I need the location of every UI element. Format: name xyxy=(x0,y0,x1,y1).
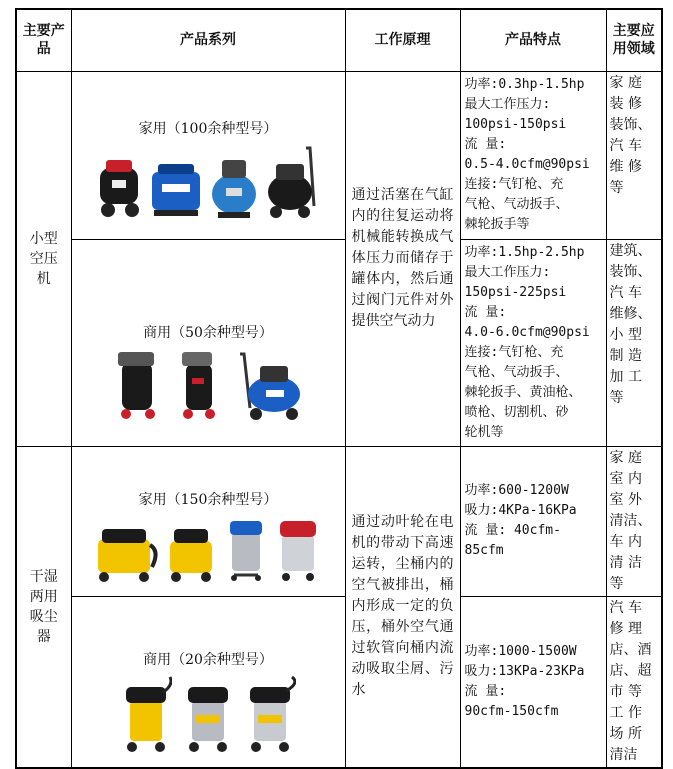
principle-wet-dry-vacuum: 通过动叶轮在电机的带动下高速运转，尘桶内的空气被排出，桶内形成一定的负压，桶外空气通过软管向桶内流动吸取尘屑、污水 xyxy=(345,446,460,768)
feature-line: 流 量: xyxy=(464,136,507,152)
compressor-image xyxy=(208,154,260,220)
feature-line: 气枪、气动扳手、 xyxy=(464,196,569,212)
compressor-image xyxy=(232,348,304,420)
compressor-image xyxy=(94,156,144,220)
product-images xyxy=(72,675,345,753)
features-cell xyxy=(460,596,606,768)
product-images xyxy=(72,348,345,420)
vacuum-image xyxy=(94,521,158,583)
series-label: 家用（100余种型号） xyxy=(138,121,278,137)
application-line: 家 庭 xyxy=(609,449,642,466)
feature-line: 功率:1000-1500W xyxy=(464,643,577,659)
series-cell xyxy=(71,71,345,239)
application-line: 车 内 xyxy=(609,533,642,550)
series-label: 商用（50余种型号） xyxy=(143,324,273,341)
application-line: 装饰、 xyxy=(609,263,652,280)
feature-line: 100psi-150psi xyxy=(464,116,567,132)
application-line: 店、超 xyxy=(609,662,652,679)
feature-line: 85cfm xyxy=(464,543,504,558)
product-table xyxy=(15,8,663,769)
table-row xyxy=(16,71,662,239)
series-label: 家用（150余种型号） xyxy=(138,492,278,508)
features-cell xyxy=(460,71,606,239)
vacuum-image xyxy=(164,521,218,583)
feature-line: 流 量: xyxy=(464,304,507,320)
application-line: 装饰、 xyxy=(609,116,652,133)
feature-line: 90cfm-150cfm xyxy=(464,703,559,719)
features-cell xyxy=(460,446,606,596)
application-line: 汽 车 xyxy=(609,599,642,616)
feature-line: 0.5-4.0cfm@90psi xyxy=(464,156,590,172)
application-line: 等 xyxy=(609,179,624,196)
header-application-fields: 主要应用领域 xyxy=(606,9,662,71)
application-line: 室 内 xyxy=(609,470,642,487)
application-line: 制 造 xyxy=(609,347,642,364)
product-images xyxy=(72,513,345,583)
vacuum-image xyxy=(120,675,172,753)
header-working-principle: 工作原理 xyxy=(345,9,460,71)
application-line: 工 作 xyxy=(609,704,642,721)
table-row xyxy=(16,239,662,446)
vacuum-image xyxy=(274,513,322,583)
feature-line: 功率:600-1200W xyxy=(464,483,569,498)
feature-line: 连接:气钉枪、充 xyxy=(464,176,564,192)
header-main-product: 主要产品 xyxy=(16,9,71,71)
feature-line: 功率:0.3hp-1.5hp xyxy=(464,76,585,92)
application-line: 维 修 xyxy=(609,158,642,175)
table-row xyxy=(16,446,662,596)
compressor-image xyxy=(264,146,322,220)
category-air-compressor: 小型空压机 xyxy=(16,71,71,446)
application-line: 市 等 xyxy=(609,683,642,700)
feature-line: 轮机等 xyxy=(464,424,504,440)
application-line: 场 所 xyxy=(609,725,642,742)
applications-cell xyxy=(606,71,662,239)
header-product-features: 产品特点 xyxy=(460,9,606,71)
feature-line: 连接:气钉枪、充 xyxy=(464,344,564,360)
application-line: 室 外 xyxy=(609,491,642,508)
application-line: 家 庭 xyxy=(609,74,642,91)
vacuum-image xyxy=(224,513,268,583)
applications-cell xyxy=(606,596,662,768)
feature-line: 功率:1.5hp-2.5hp xyxy=(464,244,585,260)
series-label: 商用（20余种型号） xyxy=(143,651,273,668)
feature-line: 吸力:4KPa-16KPa xyxy=(464,503,577,518)
compressor-image xyxy=(174,348,222,420)
feature-line: 流 量: 40cfm- xyxy=(464,523,561,538)
vacuum-image xyxy=(182,675,234,753)
compressor-image xyxy=(112,348,164,420)
compressor-image xyxy=(148,162,204,220)
header-row xyxy=(16,9,662,71)
feature-line: 喷枪、切割机、砂 xyxy=(464,404,569,420)
application-line: 汽 车 xyxy=(609,137,642,154)
category-wet-dry-vacuum: 干湿两用吸尘器 xyxy=(16,446,71,768)
table-row xyxy=(16,596,662,768)
principle-air-compressor: 通过活塞在气缸内的往复运动将机械能转换成气体压力而储存于罐体内，然后通过阀门元件对外提供空气动力 xyxy=(345,71,460,446)
application-line: 汽 车 xyxy=(609,284,642,301)
application-line: 清洁、 xyxy=(609,512,652,529)
applications-cell xyxy=(606,446,662,596)
application-line: 装 修 xyxy=(609,95,642,112)
features-cell xyxy=(460,239,606,446)
application-line: 等 xyxy=(609,575,624,592)
series-cell xyxy=(71,446,345,596)
vacuum-image xyxy=(244,675,296,753)
header-product-series: 产品系列 xyxy=(71,9,345,71)
application-line: 加 工 xyxy=(609,368,642,385)
application-line: 修 理 xyxy=(609,620,642,637)
feature-line: 吸力:13KPa-23KPa xyxy=(464,663,585,679)
feature-line: 流 量: xyxy=(464,683,507,699)
feature-line: 最大工作压力: xyxy=(464,264,551,280)
applications-cell xyxy=(606,239,662,446)
application-line: 清 洁 xyxy=(609,554,642,571)
feature-line: 气枪、气动扳手、 xyxy=(464,364,569,380)
application-line: 建筑、 xyxy=(609,242,652,259)
feature-line: 4.0-6.0cfm@90psi xyxy=(464,324,590,340)
feature-line: 棘轮扳手等 xyxy=(464,216,530,232)
application-line: 店、酒 xyxy=(609,641,652,658)
application-line: 等 xyxy=(609,389,624,406)
feature-line: 棘轮扳手、黄油枪、 xyxy=(464,384,582,400)
feature-line: 最大工作压力: xyxy=(464,96,551,112)
application-line: 小 型 xyxy=(609,326,642,343)
feature-line: 150psi-225psi xyxy=(464,284,567,300)
application-line: 清洁 xyxy=(609,746,638,763)
product-images xyxy=(72,146,345,220)
application-line: 维修、 xyxy=(609,305,652,322)
series-cell xyxy=(71,596,345,768)
series-cell xyxy=(71,239,345,446)
